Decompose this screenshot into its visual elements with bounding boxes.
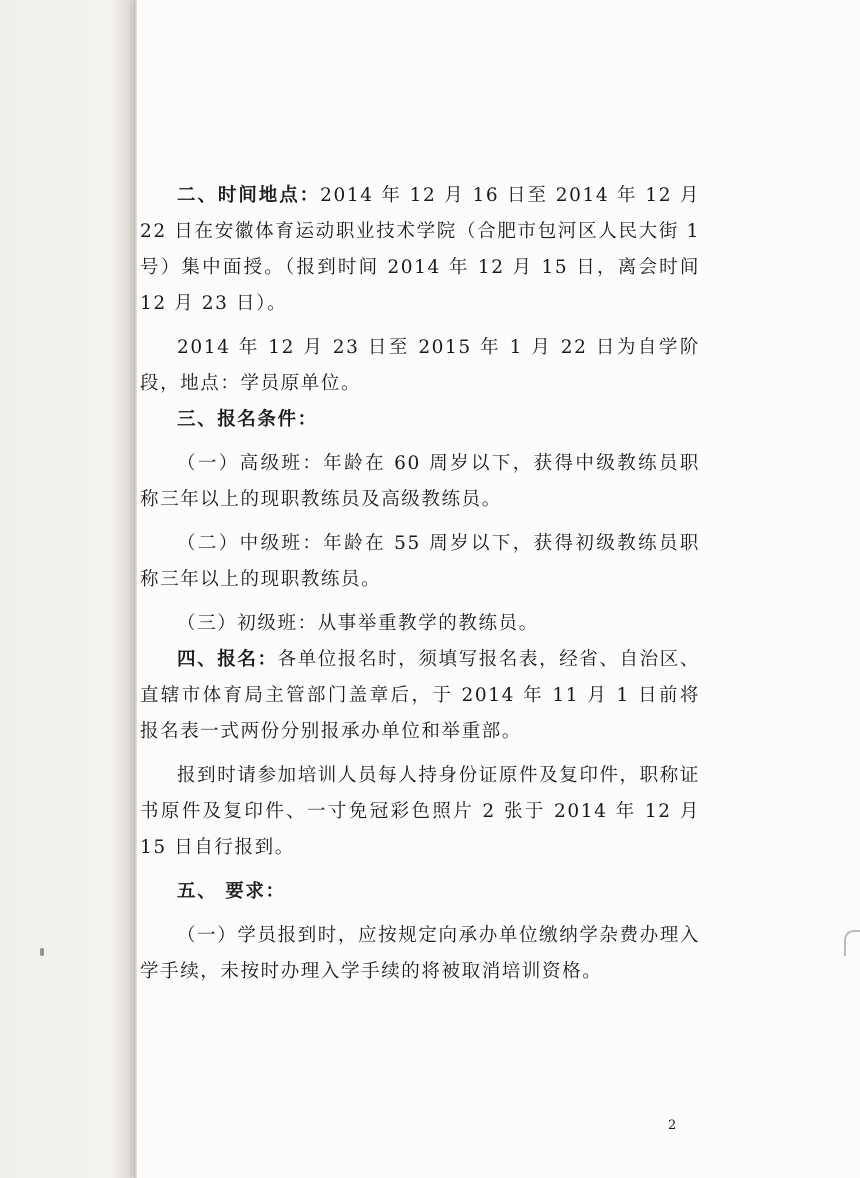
item-enrollment-requirement: [140, 918, 700, 990]
section-text: 各单位报名时，须填写报名表，经省、自治区、直辖市体育局主管部门盖章后，于 2014 年 11 月 1 日前将报名表一式两份分别报承办单位和举重部。: [140, 649, 700, 742]
item-intermediate-class: [140, 526, 700, 598]
section-registration-conditions: [140, 402, 700, 438]
section-heading: 三、报名条件：: [177, 409, 318, 430]
item-junior-class: [140, 606, 700, 642]
section-text: 2014 年 12 月 16 日至 2014 年 12 月 22 日在安徽体育运动职业技术学院（合肥市包河区人民大街 1 号）集中面授。（报到时间 2014 年 12 月 15 日，离会时间 12 月 23 日）。: [140, 185, 700, 314]
item-text: （一）高级班：年龄在 60 周岁以下，获得中级教练员职称三年以上的现职教练员及高级教练员。: [140, 453, 700, 510]
section-heading: 五、 要求：: [177, 881, 286, 902]
section-heading: 二、时间地点：: [177, 185, 321, 206]
item-senior-class: [140, 446, 700, 518]
section-heading: 四、报名：: [177, 649, 278, 670]
page-number: 2: [668, 1118, 677, 1133]
scan-artifact: [40, 948, 44, 956]
scan-edge-mark: [844, 930, 860, 956]
item-text: （二）中级班：年龄在 55 周岁以下，获得初级教练员职称三年以上的现职教练员。: [140, 533, 700, 590]
paragraph-text: 报到时请参加培训人员每人持身份证原件及复印件，职称证书原件及复印件、一寸免冠彩色照片 2 张于 2014 年 12 月 15 日自行报到。: [140, 765, 700, 858]
scan-left-margin: [0, 0, 132, 1178]
paragraph-text: 2014 年 12 月 23 日至 2015 年 1 月 22 日为自学阶段，地点：学员原单位。: [140, 337, 700, 394]
item-text: （一）学员报到时，应按规定向承办单位缴纳学杂费办理入学手续，未按时办理入学手续的将被取消培训资格。: [140, 925, 700, 982]
paragraph-reporting: [140, 758, 700, 866]
section-registration: [140, 642, 700, 750]
item-text: （三）初级班：从事举重教学的教练员。: [177, 613, 539, 634]
section-requirements: [140, 874, 700, 910]
document-body: [140, 178, 700, 990]
section-time-location: [140, 178, 700, 322]
paragraph-self-study: [140, 330, 700, 402]
page-fold-shadow: [134, 0, 137, 1178]
